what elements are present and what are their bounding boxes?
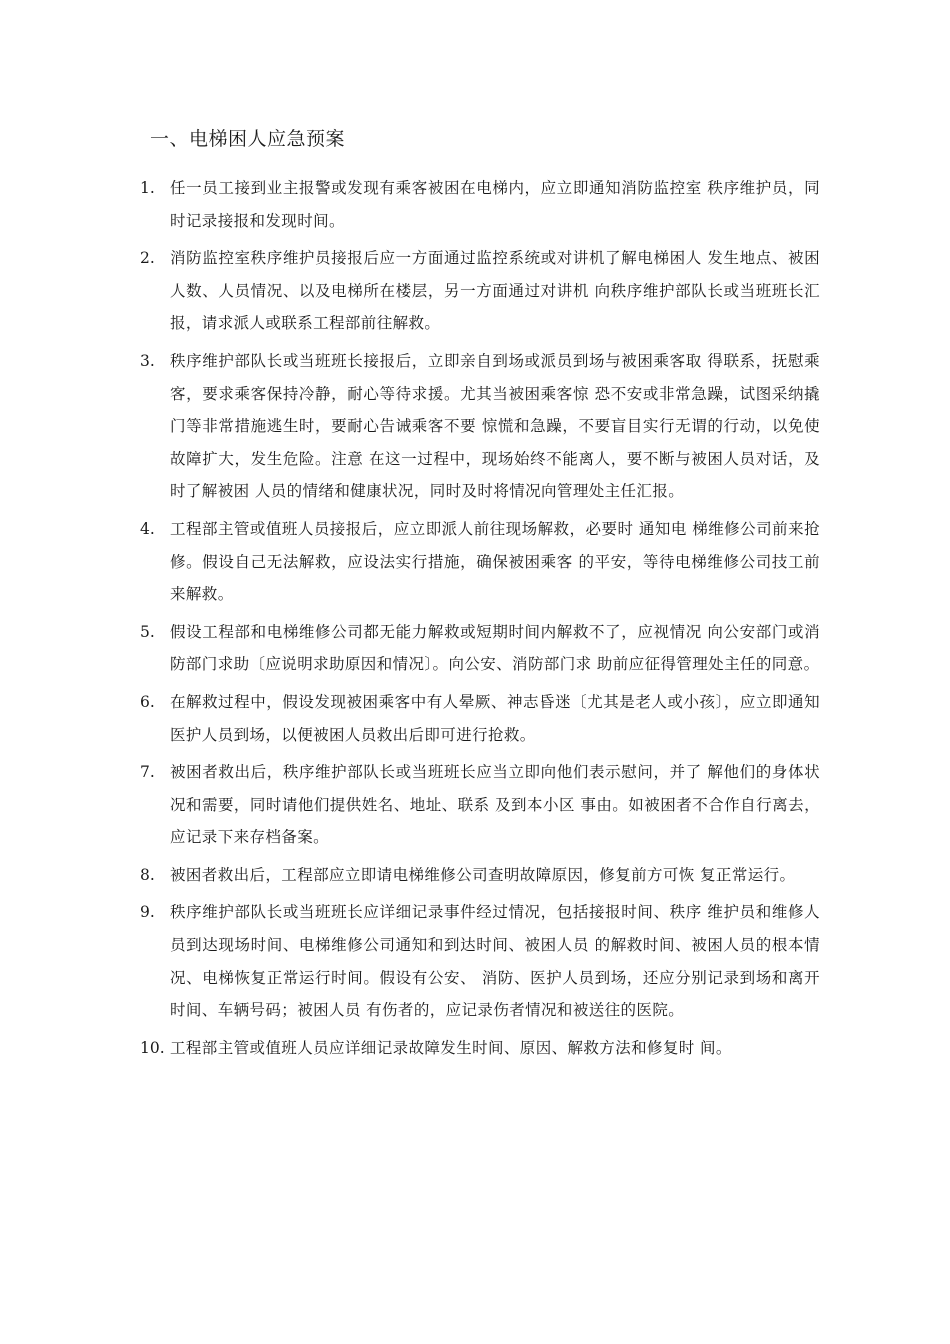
item-number: 10.: [140, 1038, 165, 1057]
item-text: 工程部主管或值班人员应详细记录故障发生时间、原因、解救方法和修复时 间。: [170, 1038, 732, 1057]
list-item: [140, 896, 820, 1026]
list-item: [140, 616, 820, 681]
item-text: 任一员工接到业主报警或发现有乘客被困在电梯内，应立即通知消防监控室 秩序维护员，同时记录接报和发现时间。: [170, 179, 820, 230]
item-number: 2.: [140, 249, 155, 268]
item-text: 被困者救出后，秩序维护部队长或当班班长应当立即向他们表示慰问，并了 解他们的身体状况和需要，同时请他们提供姓名、地址、联系 及到本小区 事由。如被困者不合作自行离去，应记录下来存档备案。: [170, 763, 820, 847]
item-text: 假设工程部和电梯维修公司都无能力解救或短期时间内解救不了，应视情况 向公安部门或消防部门求助〔应说明求助原因和情况〕。向公安、消防部门求 助前应征得管理处主任的同意。: [170, 622, 820, 674]
item-number: 5.: [140, 622, 155, 641]
item-number: 4.: [140, 519, 155, 538]
item-number: 6.: [140, 692, 155, 711]
item-text: 秩序维护部队长或当班班长接报后，立即亲自到场或派员到场与被困乘客取 得联系，抚慰乘客，要求乘客保持冷静，耐心等待求援。尤其当被困乘客惊 恐不安或非常急躁，试图采纳撬门等非常措施逃生时，要耐心告诫乘客不要 惊慌和急躁，不要盲目实行无谓的行动，以免使故障扩大，发生危险。注意 在这一过程中，现场始终不能离人，要不断与被困人员对话，及时了解被困 人员的情绪和健康状况，同时及时将情况向管理处主任汇报。: [170, 351, 820, 501]
list-item: [140, 1032, 820, 1065]
item-number: 1.: [140, 179, 155, 197]
item-text: 秩序维护部队长或当班班长应详细记录事件经过情况，包括接报时间、秩序 维护员和维修人员到达现场时间、电梯维修公司通知和到达时间、被困人员 的解救时间、被困人员的根本情况、电梯恢复正常运行时间。假设有公安、 消防、医护人员到场，还应分别记录到场和离开时间、车辆号码；被困人员 有伤者的，应记录伤者情况和被送往的医院。: [170, 903, 820, 1020]
item-number: 8.: [140, 865, 155, 884]
item-text: 工程部主管或值班人员接报后，应立即派人前往现场解救，必要时 通知电 梯维修公司前来抢修。假设自己无法解救，应设法实行措施，确保被困乘客 的平安，等待电梯维修公司技工前来解救。: [170, 519, 820, 604]
list-item: [140, 242, 820, 340]
list-item: [140, 345, 820, 508]
list-item: [140, 859, 820, 892]
item-number: 9.: [140, 903, 155, 922]
section-heading: 一、电梯困人应急预案: [150, 128, 346, 150]
item-number: 7.: [140, 763, 155, 782]
list-item: [140, 172, 820, 237]
item-text: 消防监控室秩序维护员接报后应一方面通过监控系统或对讲机了解电梯困人 发生地点、被困人数、人员情况、以及电梯所在楼层，另一方面通过对讲机 向秩序维护部队长或当班班长汇报，请求派人或联系工程部前往解救。: [170, 249, 820, 333]
procedure-list: [140, 172, 820, 1069]
list-item: [140, 756, 820, 854]
list-item: [140, 513, 820, 611]
item-text: 在解救过程中，假设发现被困乘客中有人晕厥、神志昏迷〔尤其是老人或小孩〕，应立即通知医护人员到场，以便被困人员救出后即可进行抢救。: [170, 692, 820, 744]
item-number: 3.: [140, 351, 155, 370]
item-text: 被困者救出后，工程部应立即请电梯维修公司查明故障原因，修复前方可恢 复正常运行。: [170, 865, 796, 884]
list-item: [140, 686, 820, 751]
